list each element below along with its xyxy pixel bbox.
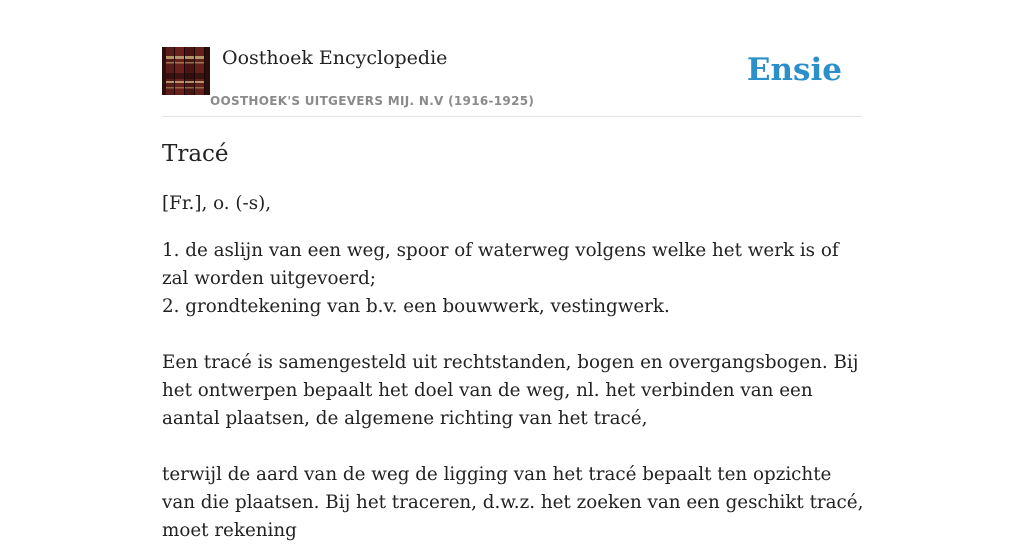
paragraph-2: terwijl de aard van de weg de ligging van het tracé bepaalt ten opzichte van die plaatsen. Bij het traceren, d.w.z. het zoeken van een geschikt tracé, moet rekening (162, 464, 864, 541)
article-title: Tracé (162, 141, 229, 167)
paragraph-1: Een tracé is samengesteld uit rechtstanden, bogen en overgangsbogen. Bij het ontwerpen bepaalt het doel van de weg, nl. het verbinden van een aantal plaatsen, de algemene richting van het tracé, (162, 352, 859, 429)
book-spines-icon (162, 47, 210, 95)
article (162, 138, 867, 545)
article-etymology: [Fr.], o. (-s), (162, 193, 272, 214)
definition-1: 1. de aslijn van een weg, spoor of waterweg volgens welke het werk is of zal worden uitgevoerd; (162, 240, 839, 289)
source-name[interactable]: Oosthoek Encyclopedie (222, 47, 448, 69)
source-header (162, 46, 862, 117)
source-avatar[interactable] (162, 47, 210, 95)
definition-2: 2. grondtekening van b.v. een bouwwerk, vestingwerk. (162, 296, 670, 317)
article-body (162, 237, 867, 545)
brand-logo[interactable]: Ensie (746, 52, 842, 88)
source-subtitle: OOSTHOEK'S UITGEVERS MIJ. N.V (1916-1925) (210, 94, 535, 108)
